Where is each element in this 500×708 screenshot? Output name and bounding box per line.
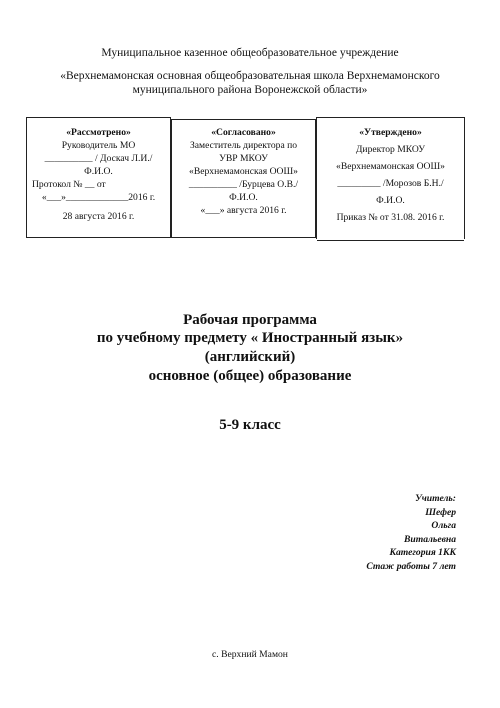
teacher-surname: Шефер bbox=[425, 506, 456, 518]
approval-table bbox=[26, 117, 463, 238]
program-subject: по учебному предмету « Иностранный язык» bbox=[96, 330, 404, 346]
considered-protocol: Протокол № __ от bbox=[32, 179, 106, 190]
program-title: Рабочая программа bbox=[183, 312, 317, 328]
approval-considered bbox=[26, 117, 171, 238]
school-name: «Верхнемамонская основная общеобразовательная школа Верхнемамонского bbox=[60, 70, 440, 82]
school-district: муниципального района Воронежской области» bbox=[132, 84, 368, 96]
approved-role: Директор МКОУ bbox=[355, 144, 426, 155]
agreed-org: УВР МКОУ bbox=[219, 153, 268, 164]
considered-signature: __________ / Доскач Л.И./ bbox=[44, 153, 153, 164]
considered-role: Руководитель МО bbox=[61, 140, 136, 151]
city-footer: с. Верхний Мамон bbox=[212, 649, 288, 660]
approved-order: Приказ № от 31.08. 2016 г. bbox=[336, 212, 445, 223]
program-grade: 5-9 класс bbox=[219, 417, 281, 433]
agreed-fio: Ф.И.О. bbox=[229, 192, 258, 203]
teacher-block bbox=[366, 492, 456, 573]
agreed-school: «Верхнемамонская ООШ» bbox=[189, 166, 298, 177]
approval-approved bbox=[316, 117, 465, 239]
program-language: (английский) bbox=[204, 349, 296, 365]
approved-school: «Верхнемамонская ООШ» bbox=[336, 161, 445, 172]
considered-date: 28 августа 2016 г. bbox=[62, 211, 135, 222]
approved-fio: Ф.И.О. bbox=[376, 195, 405, 206]
approved-title: «Утверждено» bbox=[359, 127, 422, 138]
approval-agreed bbox=[171, 119, 316, 238]
agreed-date: «___» августа 2016 г. bbox=[200, 205, 287, 216]
considered-fio: Ф.И.О. bbox=[84, 166, 113, 177]
school-type: Муниципальное казенное общеобразовательное учреждение bbox=[101, 47, 399, 59]
approved-signature: _________ /Морозов Б.Н./ bbox=[337, 178, 444, 189]
teacher-name: Ольга bbox=[431, 520, 456, 531]
program-level: основное (общее) образование bbox=[148, 368, 352, 384]
agreed-signature: __________ /Бурцева О.В./ bbox=[188, 179, 299, 190]
agreed-role: Заместитель директора по bbox=[189, 140, 298, 151]
teacher-label: Учитель: bbox=[415, 493, 456, 504]
considered-title: «Рассмотрено» bbox=[66, 127, 131, 138]
teacher-experience: Стаж работы 7 лет bbox=[366, 560, 456, 572]
considered-date-line: «___»_____________2016 г. bbox=[41, 192, 156, 203]
teacher-category: Категория 1КК bbox=[389, 547, 456, 558]
table-bottom-rule bbox=[317, 240, 464, 241]
agreed-title: «Согласовано» bbox=[211, 127, 276, 138]
teacher-patronymic: Витальевна bbox=[404, 533, 456, 545]
